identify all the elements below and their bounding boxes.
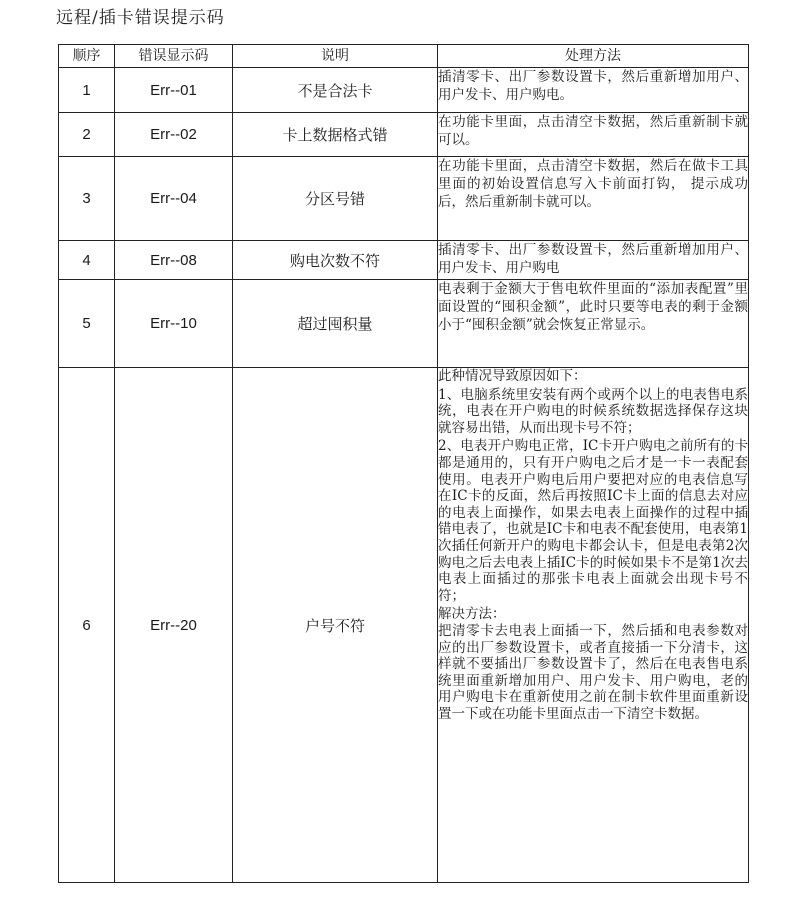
row-number: 6: [59, 368, 115, 883]
solution-cell: [438, 113, 749, 157]
table-header-row: [59, 45, 749, 68]
error-description: 卡上数据格式错: [233, 113, 438, 157]
solution-cause-2: 2、电表开户购电正常，IC卡开户购电之前所有的卡都是通用的，只有开户购电之后才是一卡一表配套使用。电表开户购电后用户要把对应的电表信息写在IC卡的反面，然后再按照IC卡上面的信息去对应的电表上面操作，如果去电表上面操作的过程中插错电表了，也就是IC卡和电表不配套使用，电表第1次插任何新开户的购电卡都会认卡，但是电表第2次购电之后去电表上插IC卡的时候如果卡不是第1次去电表上面插过的那张卡电表上面就会出现卡号不符；: [438, 438, 748, 604]
solution-fix: 解决方法： 把清零卡去电表上面插一下，然后插和电表参数对应的出厂参数设置卡，或者直接插一下分清卡，这样就不要插出厂参数设置卡了，然后在电表售电系统里面重新增加用户、用户发卡、用户购电，老的用户购电卡在重新使用之前在制卡软件里面重新设置一下或在功能卡里面点击一下清空卡数据。: [438, 606, 748, 722]
solution-intro: 此种情况导致原因如下：: [438, 368, 587, 384]
table-row: [59, 280, 749, 368]
error-code: Err--02: [115, 113, 233, 157]
header-method: 处理方法: [438, 45, 749, 68]
error-code: Err--10: [115, 280, 233, 368]
row-number: 5: [59, 280, 115, 368]
table-row: [59, 241, 749, 280]
error-description: 户号不符: [233, 368, 438, 883]
row-number: 4: [59, 241, 115, 280]
table-row: [59, 113, 749, 157]
header-no: 顺序: [59, 45, 115, 68]
solution-cell: [438, 280, 749, 368]
solution-cause-1: 1、电脑系统里安装有两个或两个以上的电表售电系统，电表在开户购电的时候系统数据选择保存这块就容易出错，从而出现卡号不符；: [438, 386, 748, 436]
solution-cell: [438, 157, 749, 241]
header-desc: 说明: [233, 45, 438, 68]
solution-text: 插清零卡、出厂参数设置卡，然后重新增加用户、用户发卡、用户购电: [438, 242, 748, 276]
error-description: 分区号错: [233, 157, 438, 241]
row-number: 2: [59, 113, 115, 157]
solution-cell: [438, 368, 749, 883]
table-row: [59, 368, 749, 883]
solution-text: 插清零卡、出厂参数设置卡，然后重新增加用户、用户发卡、用户购电。: [438, 69, 748, 103]
document-title: 远程/插卡错误提示码: [56, 8, 225, 28]
error-description: 超过囤积量: [233, 280, 438, 368]
error-code: Err--01: [115, 68, 233, 113]
solution-cell: [438, 241, 749, 280]
solution-text: 在功能卡里面，点击清空卡数据，然后重新制卡就可以。: [438, 114, 748, 148]
row-number: 3: [59, 157, 115, 241]
solution-text: 在功能卡里面，点击清空卡数据，然后在做卡工具里面的初始设置信息写入卡前面打钩， 提示成功后，然后重新制卡就可以。: [438, 158, 748, 210]
table-row: [59, 68, 749, 113]
solution-cell: [438, 68, 749, 113]
header-code: 错误显示码: [115, 45, 233, 68]
error-code: Err--20: [115, 368, 233, 883]
table-row: [59, 157, 749, 241]
error-description: 购电次数不符: [233, 241, 438, 280]
solution-text: 电表剩于金额大于售电软件里面的“添加表配置”里面设置的“囤积金额”，此时只要等电表的剩于金额小于“囤积金额”就会恢复正常显示。: [438, 281, 748, 333]
error-code: Err--04: [115, 157, 233, 241]
row-number: 1: [59, 68, 115, 113]
error-code-table: [58, 44, 749, 883]
error-code: Err--08: [115, 241, 233, 280]
error-description: 不是合法卡: [233, 68, 438, 113]
